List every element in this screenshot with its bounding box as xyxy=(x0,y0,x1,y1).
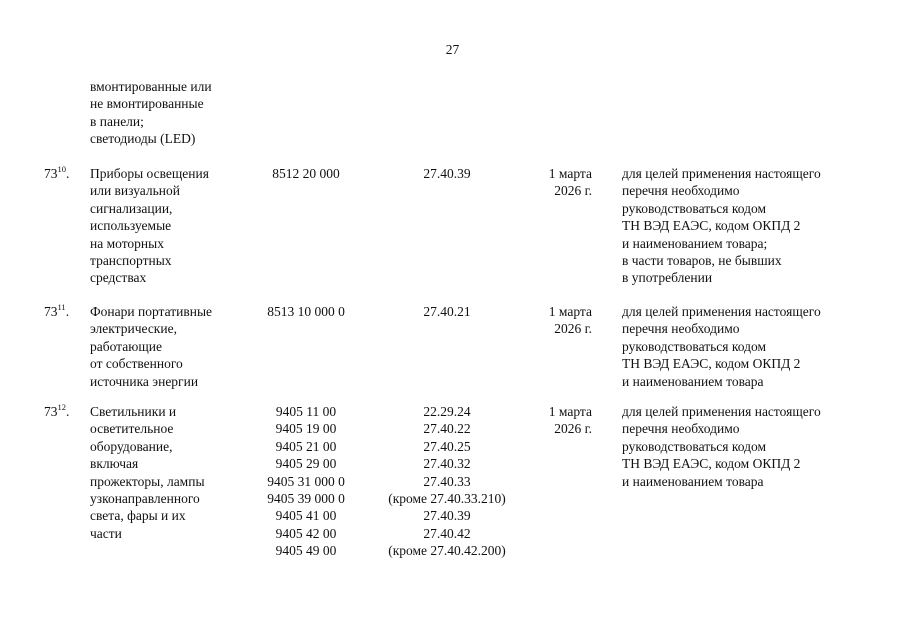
page-number: 27 xyxy=(445,42,460,57)
text-line: электрические, xyxy=(90,321,177,337)
item-number-base: 73 xyxy=(44,166,58,181)
text-line: для целей применения настоящего xyxy=(622,166,821,181)
text-line: в панели; xyxy=(90,113,144,129)
text-line: 27.40.42 xyxy=(423,525,471,541)
item-number-superscript: 12 xyxy=(57,401,66,412)
text-line: средствах xyxy=(90,270,147,286)
item-number-superscript: 10 xyxy=(57,163,66,174)
text-line: 27.40.33 xyxy=(423,473,471,489)
tnved-code xyxy=(256,303,356,320)
text-line: 9405 42 00 xyxy=(275,525,337,541)
text-line: осветительное xyxy=(90,421,174,437)
text-line: ТН ВЭД ЕАЭС, кодом ОКПД 2 xyxy=(622,218,801,234)
text-line: для целей применения настоящего xyxy=(622,404,821,419)
item-number-base: 73 xyxy=(44,404,58,419)
text-line: 1 марта xyxy=(548,404,592,419)
text-line: руководствоваться кодом xyxy=(622,438,766,454)
text-line: вмонтированные или xyxy=(90,79,212,94)
text-line: Приборы освещения xyxy=(90,166,209,181)
text-line: 1 марта xyxy=(548,166,592,181)
text-line: ТН ВЭД ЕАЭС, кодом ОКПД 2 xyxy=(622,356,801,372)
text-line: 27.40.21 xyxy=(423,304,471,319)
product-name xyxy=(90,165,250,287)
item-number: $73^{11}$. xyxy=(44,301,70,319)
text-line: 9405 31 000 0 xyxy=(267,473,345,489)
text-line: на моторных xyxy=(90,235,164,251)
text-line: 27.40.39 xyxy=(423,166,471,181)
item-number-superscript: 11 xyxy=(57,301,66,312)
text-line: 9405 29 00 xyxy=(275,456,337,472)
text-line: 1 марта xyxy=(548,304,592,319)
item-number: $73^{10}$. xyxy=(44,163,70,181)
text-line: 9405 11 00 xyxy=(275,404,337,419)
text-line: 27.40.22 xyxy=(423,421,471,437)
text-line: оборудование, xyxy=(90,438,173,454)
text-line: 27.40.25 xyxy=(423,438,471,454)
item-number-base: 73 xyxy=(44,304,58,319)
item-number: $73^{12}$. xyxy=(44,401,70,419)
text-line: источника энергии xyxy=(90,373,199,389)
text-line: света, фары и их xyxy=(90,508,186,524)
text-line: и наименованием товара xyxy=(622,473,764,489)
text-line: части xyxy=(90,525,122,541)
text-line: сигнализации, xyxy=(90,200,173,216)
text-line: 9405 41 00 xyxy=(275,508,337,524)
text-line: 27.40.39 xyxy=(423,508,471,524)
text-line: 8513 10 000 0 xyxy=(267,304,345,319)
text-line: 9405 19 00 xyxy=(275,421,337,437)
text-line: 9405 21 00 xyxy=(275,438,337,454)
text-line: и наименованием товара; xyxy=(622,235,768,251)
product-name xyxy=(90,303,250,390)
text-line: руководствоваться кодом xyxy=(622,200,766,216)
okpd-code xyxy=(372,403,522,560)
text-line: светодиоды (LED) xyxy=(90,131,196,147)
text-line: не вмонтированные xyxy=(90,96,204,112)
okpd-code xyxy=(372,165,522,182)
okpd-code xyxy=(372,303,522,320)
text-line: 22.29.24 xyxy=(423,404,471,419)
text-line: в употреблении xyxy=(622,270,713,286)
text-line: Фонари портативные xyxy=(90,304,213,319)
note xyxy=(622,165,872,287)
text-line: перечня необходимо xyxy=(622,421,740,437)
text-line: 2026 г. xyxy=(554,421,592,437)
text-line: в части товаров, не бывших xyxy=(622,253,782,269)
text-line: Светильники и xyxy=(90,404,177,419)
text-line: включая xyxy=(90,456,139,472)
text-line: работающие xyxy=(90,338,162,354)
text-line: 2026 г. xyxy=(554,321,592,337)
text-line: 9405 39 000 0 xyxy=(267,491,345,507)
effective-date xyxy=(530,303,592,338)
text-line: (кроме 27.40.42.200) xyxy=(388,543,506,559)
text-line: транспортных xyxy=(90,253,172,269)
text-line: используемые xyxy=(90,218,172,234)
text-line: или визуальной xyxy=(90,183,180,199)
text-line: прожекторы, лампы xyxy=(90,473,205,489)
text-line: перечня необходимо xyxy=(622,183,740,199)
text-line: для целей применения настоящего xyxy=(622,304,821,319)
text-line: перечня необходимо xyxy=(622,321,740,337)
text-line: от собственного xyxy=(90,356,183,372)
tnved-code xyxy=(256,403,356,560)
effective-date xyxy=(530,165,592,200)
effective-date xyxy=(530,403,592,438)
note xyxy=(622,403,872,490)
text-line: 2026 г. xyxy=(554,183,592,199)
product-name xyxy=(90,403,250,542)
text-line: ТН ВЭД ЕАЭС, кодом ОКПД 2 xyxy=(622,456,801,472)
text-line: (кроме 27.40.33.210) xyxy=(388,491,506,507)
note xyxy=(622,303,872,390)
text-line: узконаправленного xyxy=(90,491,200,507)
tnved-code xyxy=(256,165,356,182)
text-line: 8512 20 000 xyxy=(272,166,340,181)
text-line: 9405 49 00 xyxy=(275,543,337,559)
continuation-name-cell xyxy=(90,78,250,148)
text-line: и наименованием товара xyxy=(622,373,764,389)
text-line: руководствоваться кодом xyxy=(622,338,766,354)
text-line: 27.40.32 xyxy=(423,456,471,472)
